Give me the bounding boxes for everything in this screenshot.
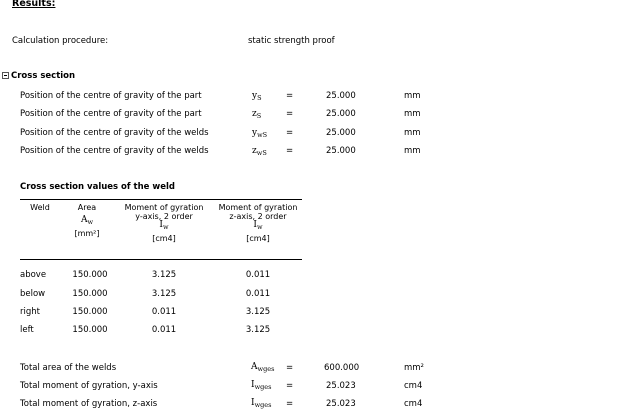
equals-sign: = [286, 91, 294, 101]
total-label: Total moment of gyration, z-axis [20, 399, 158, 409]
cell-moment-y: 0.011 [151, 307, 177, 317]
table-header-rule [20, 259, 302, 260]
total-symbol: $I_{wges}$ [251, 380, 272, 391]
row-symbol: $y_{wS}$ [252, 128, 268, 139]
total-unit: cm4 [404, 381, 423, 391]
results-title: Results: [12, 0, 56, 9]
col-header-weld: Weld [30, 203, 50, 212]
row-symbol: $z_S$ [252, 109, 262, 120]
row-label: Position of the centre of gravity of the part [20, 109, 202, 119]
equals-sign: = [286, 128, 294, 138]
row-value: 25.000 [326, 109, 356, 119]
cell-moment-z: 0.011 [245, 289, 271, 299]
cell-weld: right [20, 307, 40, 317]
cell-moment-y: 3.125 [151, 270, 177, 280]
moment-y-symbol: $I_w$ [159, 220, 169, 231]
cell-weld: left [20, 325, 34, 335]
cell-area: 150.000 [72, 289, 108, 299]
row-symbol: $z_{wS}$ [252, 146, 267, 157]
collapse-toggle-icon[interactable] [2, 72, 9, 79]
cell-area: 150.000 [72, 270, 108, 280]
weld-table-heading: Cross section values of the weld [20, 182, 176, 192]
row-value: 25.000 [326, 91, 356, 101]
cross-section-heading: Cross section [11, 71, 76, 81]
row-symbol: $y_S$ [252, 91, 262, 102]
total-symbol: $A_{wges}$ [251, 362, 275, 373]
total-unit: cm4 [404, 399, 423, 409]
row-unit: mm [404, 109, 421, 119]
moment-z-line2: z-axis, 2 order [229, 212, 287, 221]
cell-moment-y: 0.011 [151, 325, 177, 335]
col-header-area [62, 203, 112, 238]
cell-moment-z: 3.125 [245, 307, 271, 317]
row-unit: mm [404, 128, 421, 138]
area-label: Area [77, 203, 97, 212]
row-label: Position of the centre of gravity of the part [20, 91, 202, 101]
cell-moment-z: 3.125 [245, 325, 271, 335]
total-value: 25.023 [326, 399, 356, 409]
moment-y-line2: y-axis, 2 order [135, 212, 193, 221]
total-label: Total moment of gyration, y-axis [20, 381, 158, 391]
calc-procedure-value: static strength proof [248, 36, 335, 46]
cell-weld: below [20, 289, 46, 299]
equals-sign: = [286, 363, 294, 373]
area-symbol: $A_w$ [80, 215, 94, 226]
total-unit: mm² [404, 363, 424, 373]
cell-area: 150.000 [72, 307, 108, 317]
calc-procedure-label: Calculation procedure: [12, 36, 109, 46]
cell-moment-z: 0.011 [245, 270, 271, 280]
total-value: 25.023 [326, 381, 356, 391]
moment-z-line1: Moment of gyration [218, 203, 298, 212]
col-header-moment-y [118, 203, 210, 243]
cell-area: 150.000 [72, 325, 108, 335]
row-unit: mm [404, 91, 421, 101]
col-header-moment-z [212, 203, 304, 243]
moment-z-unit: [cm4] [246, 234, 270, 243]
row-unit: mm [404, 146, 421, 156]
total-symbol: $I_{wges}$ [251, 398, 272, 409]
moment-y-unit: [cm4] [152, 234, 176, 243]
total-label: Total area of the welds [20, 363, 117, 373]
equals-sign: = [286, 109, 294, 119]
row-value: 25.000 [326, 128, 356, 138]
moment-z-symbol: $I_w$ [253, 220, 263, 231]
moment-y-line1: Moment of gyration [124, 203, 204, 212]
row-value: 25.000 [326, 146, 356, 156]
cell-weld: above [20, 270, 47, 280]
equals-sign: = [286, 146, 294, 156]
table-top-rule [20, 199, 302, 200]
total-value: 600.000 [324, 363, 360, 373]
equals-sign: = [286, 381, 294, 391]
row-label: Position of the centre of gravity of the welds [20, 146, 209, 156]
area-unit: [mm²] [74, 229, 100, 238]
cell-moment-y: 3.125 [151, 289, 177, 299]
equals-sign: = [286, 399, 294, 409]
row-label: Position of the centre of gravity of the welds [20, 128, 209, 138]
